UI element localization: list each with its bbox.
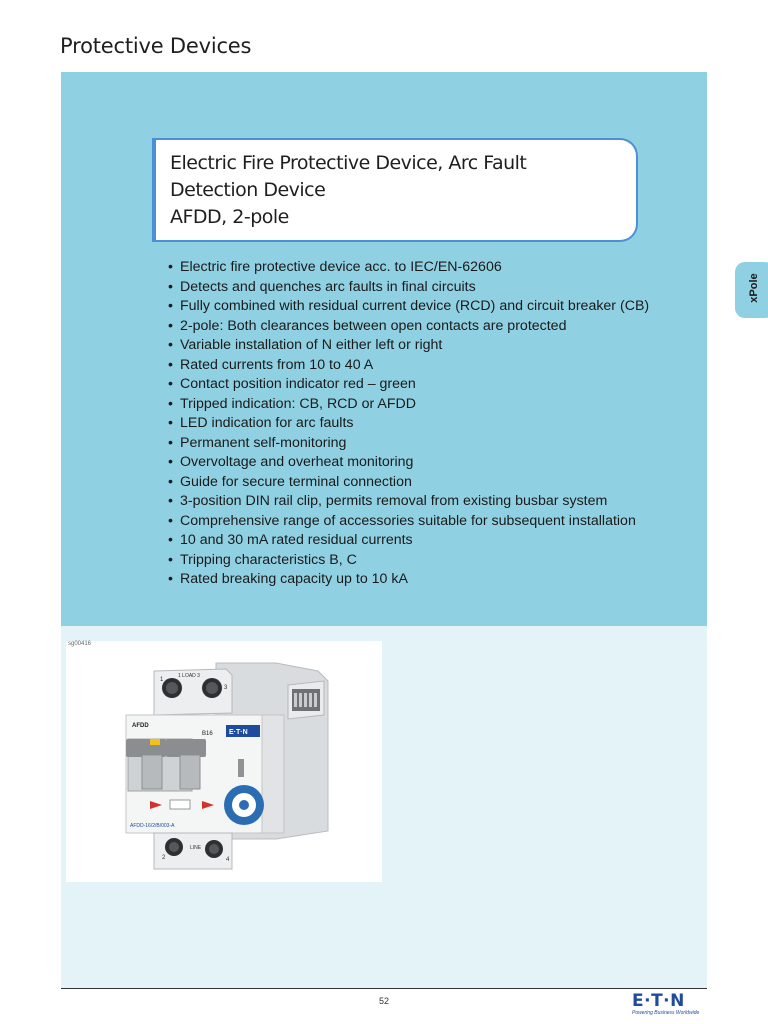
bullet-icon: • <box>168 454 173 470</box>
load-label: 1 LOAD 3 <box>178 673 200 679</box>
rating-label: B16 <box>202 731 213 737</box>
feature-list <box>168 258 649 590</box>
bullet-icon: • <box>168 337 173 353</box>
logo-wordmark: E·T·N <box>632 991 685 1011</box>
page-number: 52 <box>378 996 389 1006</box>
terminal-label: 4 <box>226 857 230 863</box>
eaton-logo <box>632 991 700 1020</box>
product-title-line: AFDD, 2-pole <box>170 206 289 228</box>
product-photo <box>66 641 382 882</box>
bullet-icon: • <box>168 473 173 490</box>
feature-item: • Guide for secure terminal connection <box>168 473 649 493</box>
bullet-icon: • <box>168 317 173 334</box>
feature-item: • Electric fire protective device acc. to IEC/EN-62606 <box>168 258 649 278</box>
feature-item: • Comprehensive range of accessories suitable for subsequent installation <box>168 512 649 532</box>
line-label: LINE <box>190 845 202 851</box>
feature-item: • Contact position indicator red – green <box>168 375 649 395</box>
feature-item: • Rated currents from 10 to 40 A <box>168 356 649 376</box>
footer-divider <box>61 988 707 989</box>
terminal-label: 1 <box>160 677 164 683</box>
terminal-label: 3 <box>224 685 228 691</box>
feature-item: • Fully combined with residual current device (RCD) and circuit breaker (CB) <box>168 297 649 317</box>
feature-item: • Detects and quenches arc faults in final circuits <box>168 278 649 298</box>
feature-item: • 3-position DIN rail clip, permits removal from existing busbar system <box>168 492 649 512</box>
model-label: AFDD-16/2/B/003-A <box>130 823 175 829</box>
logo-tagline: Powering Business Worldwide <box>632 1010 700 1016</box>
feature-item: • Permanent self-monitoring <box>168 434 649 454</box>
terminal-label: 2 <box>162 855 166 861</box>
bullet-icon: • <box>168 434 173 451</box>
feature-item: • Tripping characteristics B, C <box>168 551 649 571</box>
feature-item: • 2-pole: Both clearances between open contacts are protected <box>168 317 649 337</box>
bullet-icon: • <box>168 493 173 509</box>
feature-item: • Overvoltage and overheat monitoring <box>168 453 649 473</box>
feature-item: • Rated breaking capacity up to 10 kA <box>168 570 649 590</box>
bullet-icon: • <box>168 415 173 431</box>
feature-item: • 10 and 30 mA rated residual currents <box>168 531 649 551</box>
bullet-icon: • <box>168 259 173 275</box>
bullet-icon: • <box>168 532 173 548</box>
bullet-icon: • <box>168 376 173 392</box>
bullet-icon: • <box>168 395 173 412</box>
afdd-label: AFDD <box>132 723 149 729</box>
section-tab-label: xPole <box>748 273 760 303</box>
afdd-device-illustration <box>66 641 382 882</box>
bullet-icon: • <box>168 356 173 373</box>
product-title-box <box>152 138 638 242</box>
bullet-icon: • <box>168 512 173 529</box>
bullet-icon: • <box>168 298 173 314</box>
feature-item: • Tripped indication: CB, RCD or AFDD <box>168 395 649 415</box>
brand-label: E·T·N <box>229 729 248 736</box>
feature-item: • LED indication for arc faults <box>168 414 649 434</box>
product-title-line: Detection Device <box>170 179 326 201</box>
page-title: Protective Devices <box>60 34 252 58</box>
bullet-icon: • <box>168 571 173 587</box>
feature-item: • Variable installation of N either left or right <box>168 336 649 356</box>
bullet-icon: • <box>168 278 173 295</box>
photo-code: sg00416 <box>68 641 92 647</box>
product-title-line: Electric Fire Protective Device, Arc Fault <box>170 152 527 174</box>
bullet-icon: • <box>168 551 173 568</box>
